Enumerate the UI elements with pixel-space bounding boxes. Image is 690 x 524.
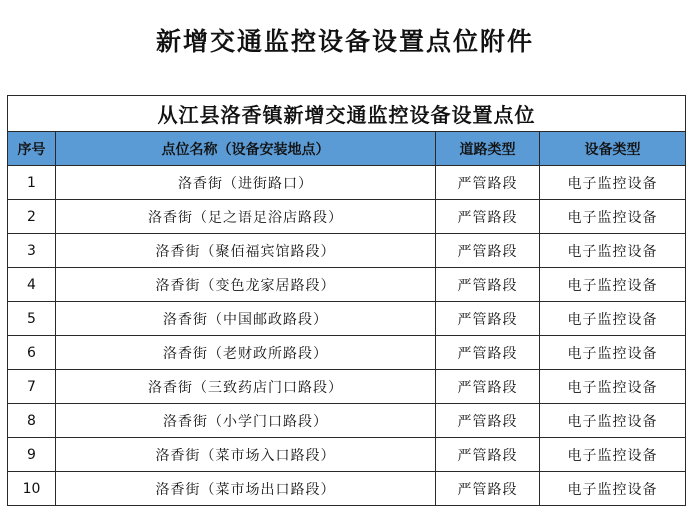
table-row xyxy=(8,302,686,336)
row-index: 6 xyxy=(8,336,56,370)
table-row xyxy=(8,438,686,472)
row-device-type: 电子监控设备 xyxy=(540,336,686,370)
header-index: 序号 xyxy=(8,132,56,166)
header-location: 点位名称（设备安装地点） xyxy=(56,132,436,166)
row-road-type: 严管路段 xyxy=(436,166,540,200)
row-index: 5 xyxy=(8,302,56,336)
row-location: 洛香街（足之语足浴店路段） xyxy=(56,200,436,234)
row-road-type: 严管路段 xyxy=(436,268,540,302)
row-location: 洛香街（三致药店门口路段） xyxy=(56,370,436,404)
table-row xyxy=(8,370,686,404)
row-location: 洛香街（菜市场出口路段） xyxy=(56,472,436,506)
table-row xyxy=(8,166,686,200)
row-device-type: 电子监控设备 xyxy=(540,200,686,234)
row-road-type: 严管路段 xyxy=(436,302,540,336)
table-row xyxy=(8,268,686,302)
header-road-type: 道路类型 xyxy=(436,132,540,166)
row-location: 洛香街（中国邮政路段） xyxy=(56,302,436,336)
row-device-type: 电子监控设备 xyxy=(540,234,686,268)
row-location: 洛香街（菜市场入口路段） xyxy=(56,438,436,472)
row-device-type: 电子监控设备 xyxy=(540,302,686,336)
row-device-type: 电子监控设备 xyxy=(540,370,686,404)
row-device-type: 电子监控设备 xyxy=(540,472,686,506)
row-device-type: 电子监控设备 xyxy=(540,268,686,302)
caption-row xyxy=(8,96,686,132)
header-device-type: 设备类型 xyxy=(540,132,686,166)
row-index: 9 xyxy=(8,438,56,472)
header-row xyxy=(8,132,686,166)
row-location: 洛香街（变色龙家居路段） xyxy=(56,268,436,302)
row-location: 洛香街（小学门口路段） xyxy=(56,404,436,438)
table-row xyxy=(8,336,686,370)
row-index: 4 xyxy=(8,268,56,302)
table-caption: 从江县洛香镇新增交通监控设备设置点位 xyxy=(8,96,686,132)
row-road-type: 严管路段 xyxy=(436,472,540,506)
row-road-type: 严管路段 xyxy=(436,234,540,268)
row-location: 洛香街（老财政所路段） xyxy=(56,336,436,370)
table-row xyxy=(8,404,686,438)
table-row xyxy=(8,472,686,506)
row-index: 7 xyxy=(8,370,56,404)
document-title: 新增交通监控设备设置点位附件 xyxy=(155,27,534,56)
locations-table xyxy=(7,95,686,506)
row-device-type: 电子监控设备 xyxy=(540,166,686,200)
row-index: 8 xyxy=(8,404,56,438)
row-index: 2 xyxy=(8,200,56,234)
row-road-type: 严管路段 xyxy=(436,200,540,234)
row-device-type: 电子监控设备 xyxy=(540,438,686,472)
row-index: 1 xyxy=(8,166,56,200)
table-row xyxy=(8,234,686,268)
row-index: 10 xyxy=(8,472,56,506)
row-device-type: 电子监控设备 xyxy=(540,404,686,438)
table-row xyxy=(8,200,686,234)
row-road-type: 严管路段 xyxy=(436,370,540,404)
row-road-type: 严管路段 xyxy=(436,438,540,472)
row-index: 3 xyxy=(8,234,56,268)
row-road-type: 严管路段 xyxy=(436,336,540,370)
row-location: 洛香街（聚佰福宾馆路段） xyxy=(56,234,436,268)
row-road-type: 严管路段 xyxy=(436,404,540,438)
row-location: 洛香街（进街路口） xyxy=(56,166,436,200)
